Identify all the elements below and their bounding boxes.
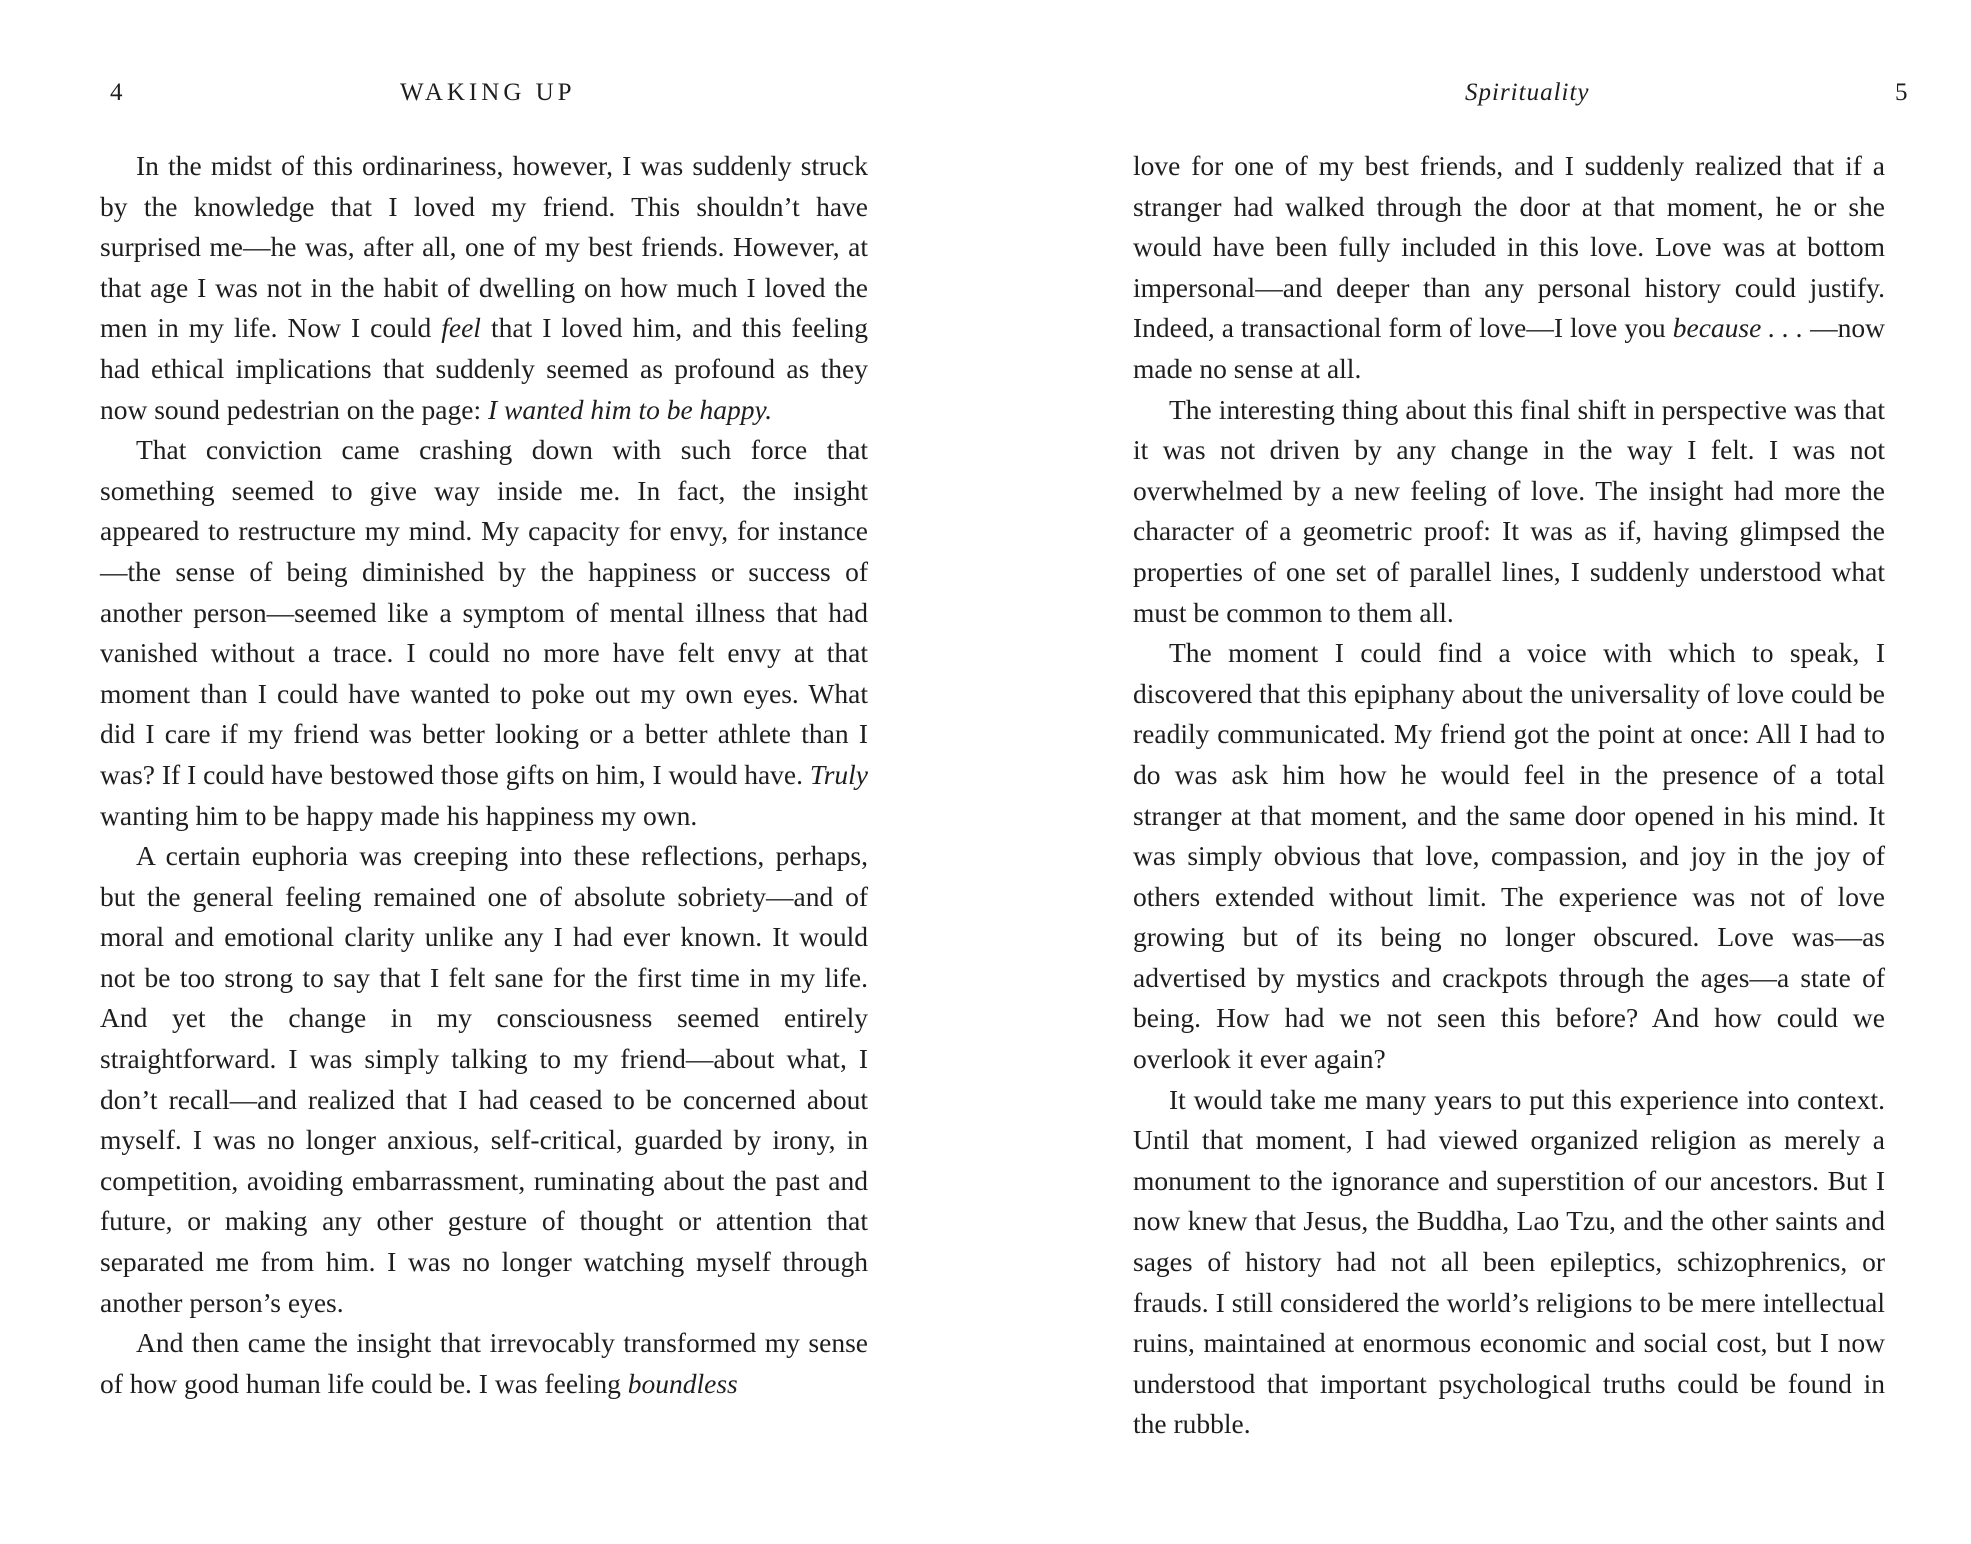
paragraph: And then came the insight that irrevocably transformed my sense of how good human life could be. I was feeling boundless — [100, 1327, 868, 1399]
paragraph: The moment I could find a voice with which to speak, I discovered that this epiphany about the universality of love could be readily communicated. My friend got the point at once: All I had to do was ask him how he would feel in the presence of a total stranger at that moment, and the same door opened in his mind. It was simply obvious that love, compassion, and joy in the joy of others extended without limit. The experience was not of love growing but of its being no longer obscured. Love was—as advertised by mystics and crackpots through the ages—a state of being. How had we not seen this before? And how could we overlook it ever again? — [1133, 637, 1885, 1075]
page-number: 4 — [110, 79, 123, 106]
body-text — [1133, 146, 1885, 1445]
body-text — [100, 146, 868, 1404]
paragraph: A certain euphoria was creeping into these reflections, perhaps, but the general feeling remained one of absolute sobriety—and of moral and emotional clarity unlike any I had ever known. It would not be too strong to say that I felt sane for the first time in my life. And yet the change in my consciousness seemed entirely straightforward. I was simply talking to my friend—about what, I don’t recall—and realized that I had ceased to be concerned about myself. I was no longer anxious, self-critical, guarded by irony, in competition, avoiding embarrassment, ruminating about the past and future, or making any other gesture of thought or attention that separated me from him. I was no longer watching myself through another person’s eyes. — [100, 840, 868, 1318]
paragraph: In the midst of this ordinariness, however, I was suddenly struck by the knowledge that I loved my friend. This shouldn’t have surprised me—he was, after all, one of my best friends. However, at that age I was not in the habit of dwelling on how much I loved the men in my life. Now I could feel that I loved him, and this feeling had ethical implications that suddenly seemed as profound as they now sound pedestrian on the page: I wanted him to be happy. — [100, 150, 869, 425]
paragraph: It would take me many years to put this experience into context. Until that moment, I had viewed organized religion as merely a monument to the ignorance and superstition of our ancestors. But I now knew that Jesus, the Buddha, Lao Tzu, and the other saints and sages of history had not all been epileptics, schizophrenics, or frauds. I still considered the world’s religions to be mere intellectual ruins, maintained at enormous economic and social cost, but I now understood that important psychological truths could be found in the rubble. — [1133, 1083, 1885, 1440]
left-page — [0, 0, 985, 1544]
paragraph: That conviction came crashing down with such force that something seemed to give way inside me. In fact, the insight appeared to restructure my mind. My capacity for envy, for instance—the sense of being diminished by the happiness or success of another person—seemed like a symptom of mental illness that had vanished without a trace. I could no more have felt envy at that moment than I could have wanted to poke out my own eyes. What did I care if my friend was better looking or a better athlete than I was? If I could have bestowed those gifts on him, I would have. Truly wanting him to be happy made his happiness my own. — [100, 434, 868, 831]
paragraph-continued: love for one of my best friends, and I suddenly realized that if a stranger had walked through the door at that moment, he or she would have been fully included in this love. Love was at bottom impersonal—and deeper than any personal history could justify. Indeed, a transactional form of love—I love you because . . . —now made no sense at all. — [1133, 150, 1885, 384]
running-head-book-title: WAKING UP — [400, 79, 576, 106]
running-head-chapter-title: Spirituality — [1465, 79, 1590, 106]
right-page — [985, 0, 1971, 1544]
page-number: 5 — [1895, 79, 1908, 106]
paragraph: The interesting thing about this final shift in perspective was that it was not driven by any change in the way I felt. I was not overwhelmed by a new feeling of love. The insight had more the character of a geometric proof: It was as if, having glimpsed the properties of one set of parallel lines, I suddenly understood what must be common to them all. — [1133, 393, 1885, 628]
